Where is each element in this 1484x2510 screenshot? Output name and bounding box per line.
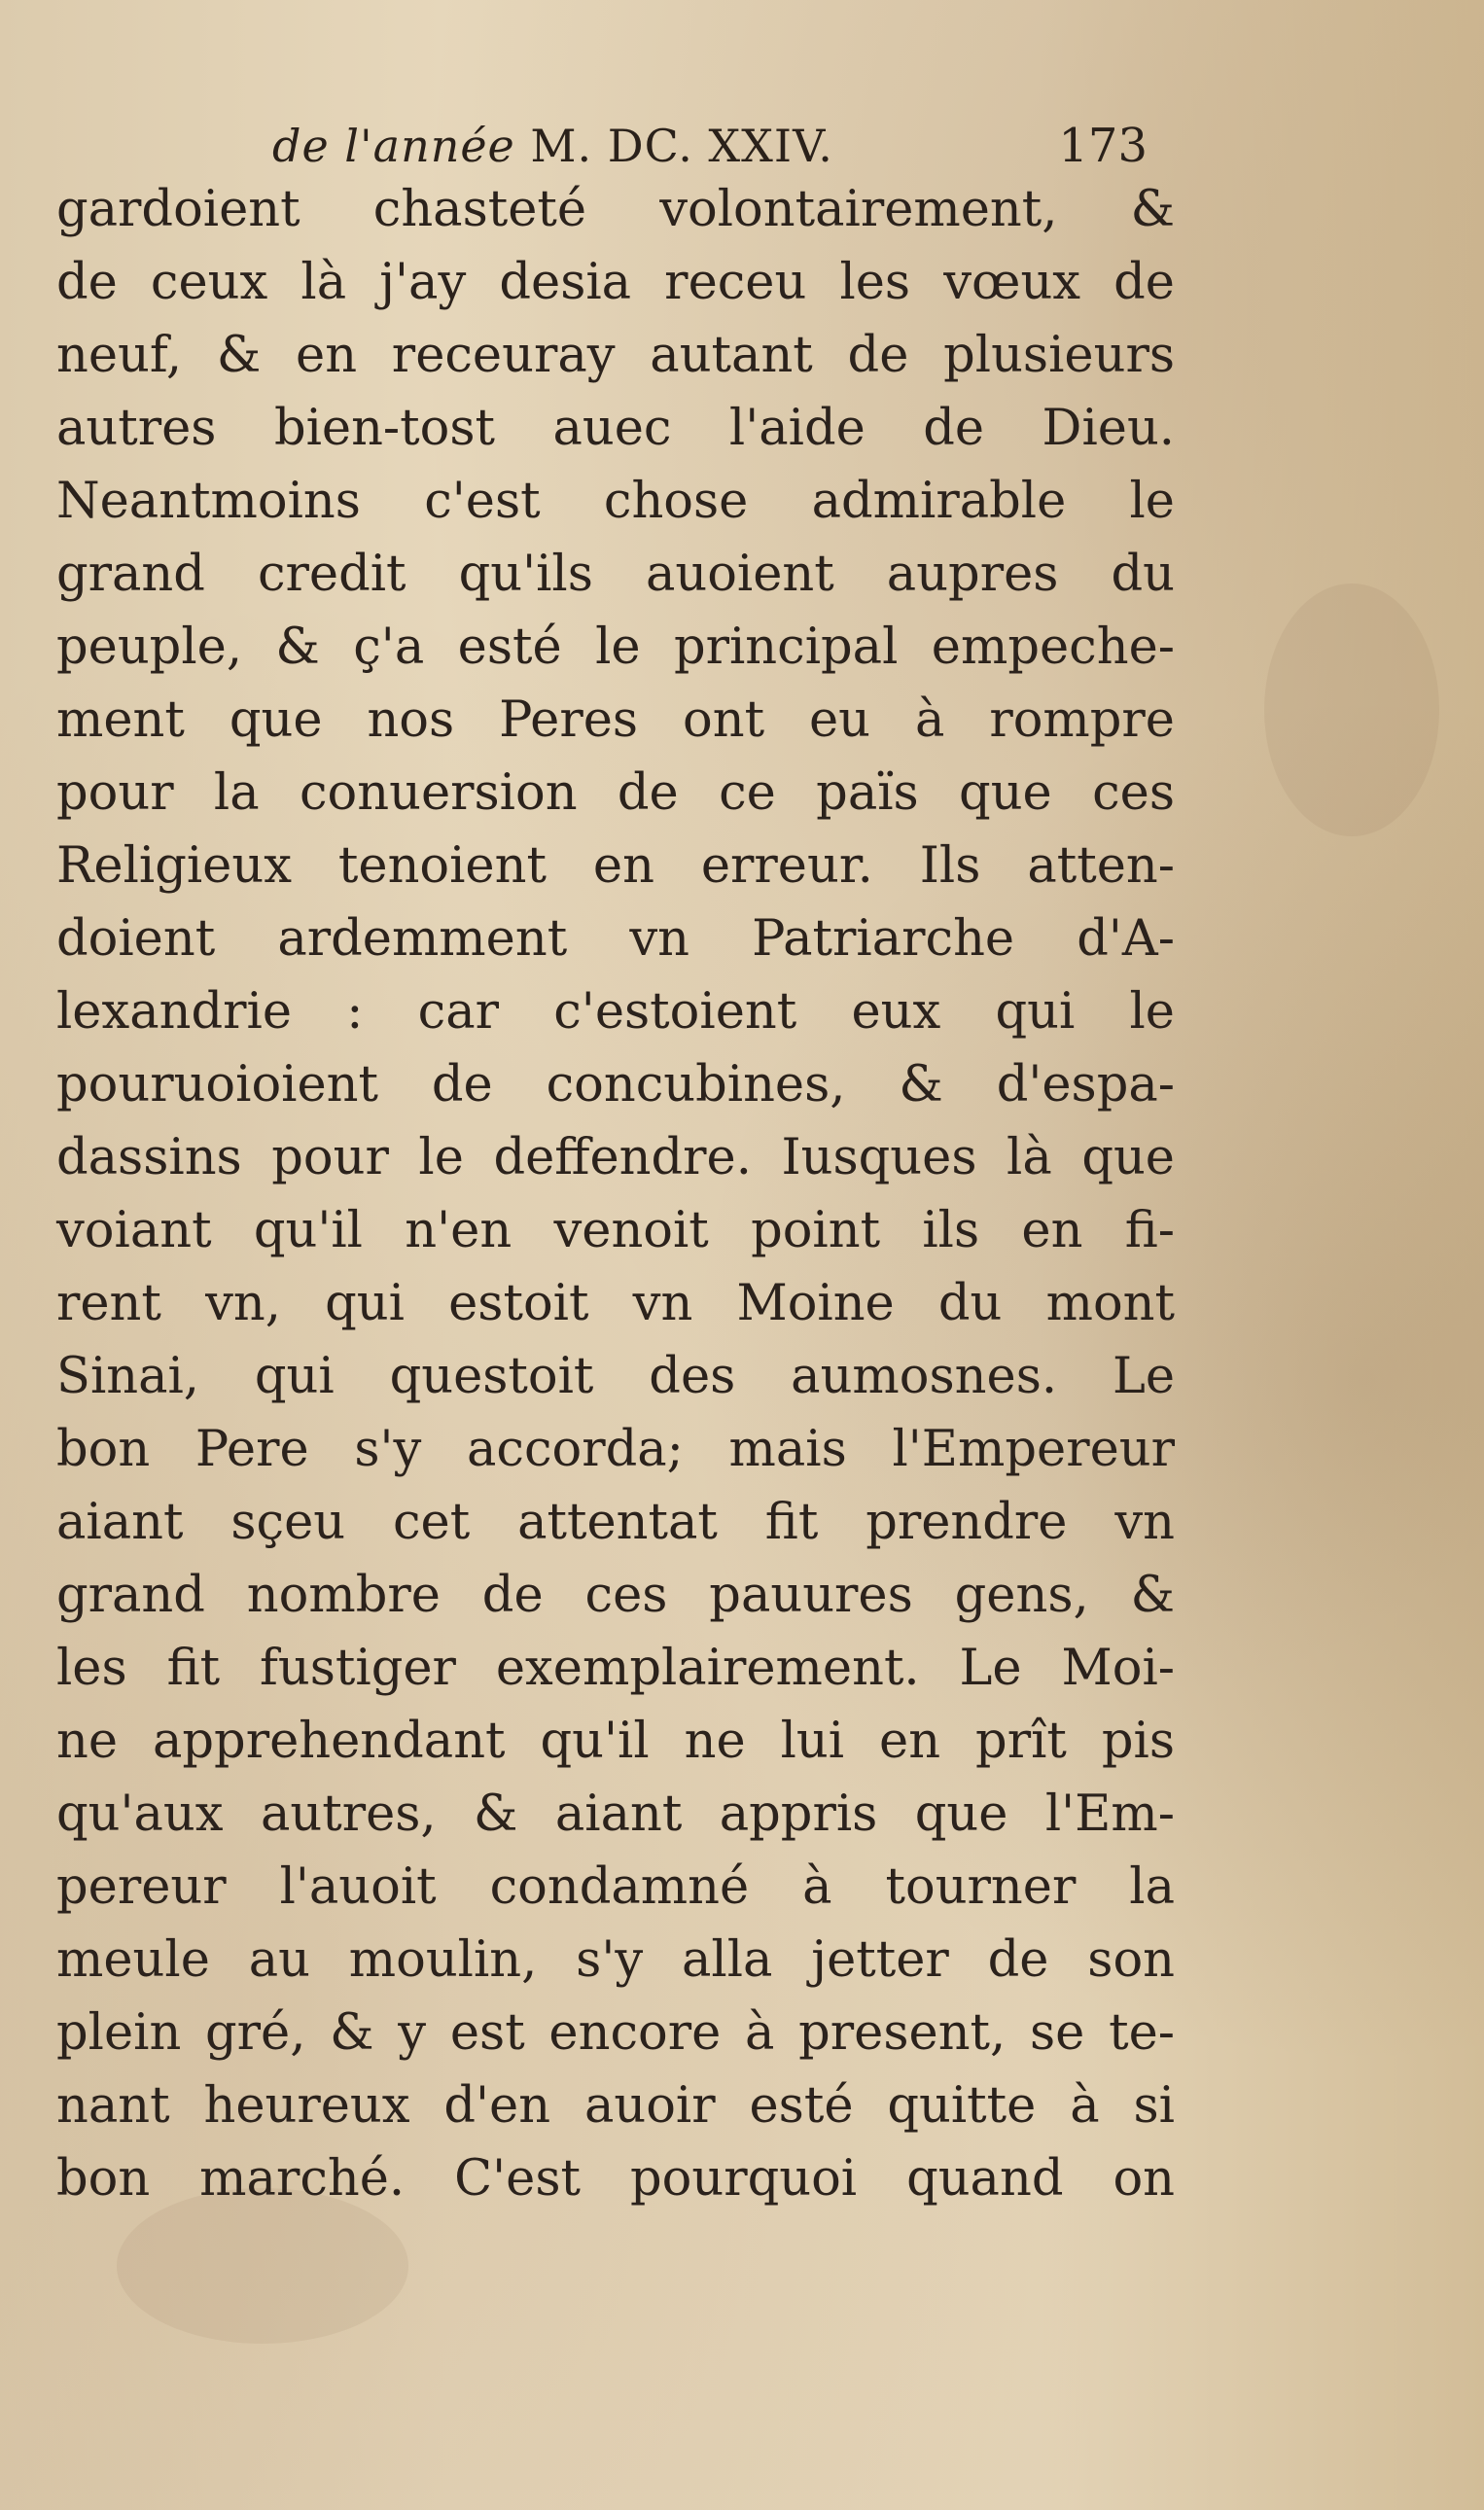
text-line: rent vn, qui estoit vn Moine du mont bbox=[56, 1275, 1175, 1332]
paper-stain bbox=[1264, 583, 1439, 836]
text-line: gardoient chasteté volontairement, & bbox=[56, 181, 1175, 238]
text-line: les fit fustiger exemplairement. Le Moi- bbox=[56, 1640, 1175, 1697]
text-line: voiant qu'il n'en venoit point ils en fi- bbox=[56, 1202, 1175, 1259]
text-line: Religieux tenoient en erreur. Ils atten- bbox=[56, 837, 1175, 895]
text-line: pouruoioient de concubines, & d'espa- bbox=[56, 1056, 1175, 1114]
text-line: bon Pere s'y accorda; mais l'Empereur bbox=[56, 1421, 1175, 1478]
text-line: plein gré, & y est encore à present, se te- bbox=[56, 2004, 1175, 2062]
text-line: nant heureux d'en auoir esté quitte à si bbox=[56, 2077, 1175, 2135]
text-line: lexandrie : car c'estoient eux qui le bbox=[56, 983, 1175, 1041]
text-line: pereur l'auoit condamné à tourner la bbox=[56, 1858, 1175, 1916]
text-line: autres bien-tost auec l'aide de Dieu. bbox=[56, 400, 1175, 457]
text-line: peuple, & ç'a esté le principal empeche- bbox=[56, 619, 1175, 676]
text-line: Neantmoins c'est chose admirable le bbox=[56, 473, 1175, 530]
text-line: grand nombre de ces pauures gens, & bbox=[56, 1567, 1175, 1624]
text-line: pour la conuersion de ce païs que ces bbox=[56, 764, 1175, 822]
text-line: doient ardemment vn Patriarche d'A- bbox=[56, 910, 1175, 968]
text-line: ment que nos Peres ont eu à rompre bbox=[56, 691, 1175, 749]
text-line: de ceux là j'ay desia receu les vœux de bbox=[56, 254, 1175, 311]
text-line: aiant sçeu cet attentat fit prendre vn bbox=[56, 1494, 1175, 1551]
page-number: 173 bbox=[1058, 119, 1148, 173]
text-line: bon marché. C'est pourquoi quand on bbox=[56, 2150, 1175, 2208]
text-line: qu'aux autres, & aiant appris que l'Em- bbox=[56, 1785, 1175, 1843]
text-line: meule au moulin, s'y alla jetter de son bbox=[56, 1931, 1175, 1989]
running-title-prefix: de l'année bbox=[272, 120, 515, 172]
body-text bbox=[56, 173, 1175, 2215]
text-line: grand credit qu'ils auoient aupres du bbox=[56, 546, 1175, 603]
text-line: ne apprehendant qu'il ne lui en prît pis bbox=[56, 1713, 1175, 1770]
text-line: dassins pour le deffendre. Iusques là que bbox=[56, 1129, 1175, 1186]
running-title-year: M. DC. XXIV. bbox=[530, 120, 833, 172]
text-line: Sinai, qui questoit des aumosnes. Le bbox=[56, 1348, 1175, 1405]
text-line: neuf, & en receuray autant de plusieurs bbox=[56, 327, 1175, 384]
